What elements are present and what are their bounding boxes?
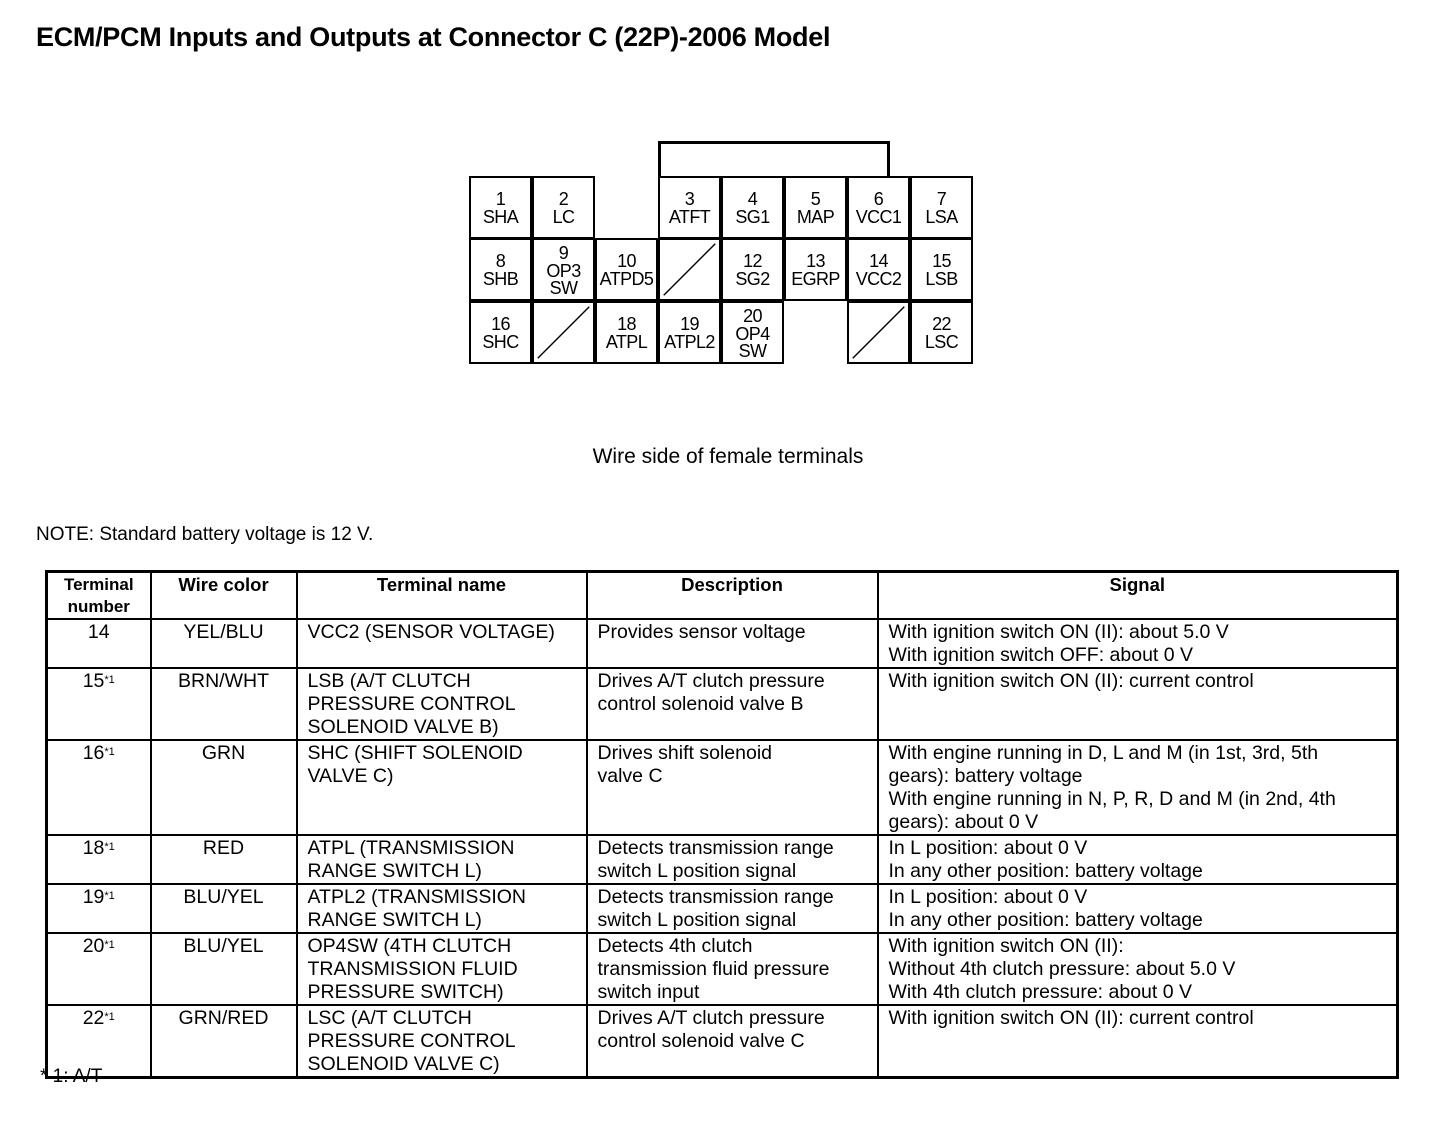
table-row [47,884,1398,933]
footnote-mark: *1 [104,1011,115,1023]
pin-number: 8 [495,251,506,271]
terminal-cell-21-unused [847,301,910,364]
description-cell: Detects transmission range switch L position signal [587,884,878,933]
pin-number: 15 [932,251,951,271]
pin-signal: LC [552,207,575,227]
terminal-cell-11-unused [658,238,721,301]
pin-signal: LSC [924,332,959,352]
terminal-cell-3 [658,176,721,239]
terminal-number-cell [47,933,151,1005]
signal-cell: With ignition switch ON (II): Without 4th clutch pressure: about 5.0 V With 4th clutch pressure: about 0 V [878,933,1398,1005]
terminal-number: 22 [82,1007,105,1029]
table-header-row [47,572,1398,620]
terminal-cell-18 [595,301,658,364]
terminal-cell-20 [721,301,784,364]
pin-signal: ATPL [605,332,648,352]
signal-cell: With ignition switch ON (II): about 5.0 V With ignition switch OFF: about 0 V [878,619,1398,668]
terminal-cell-5 [784,176,847,239]
terminal-number-cell [47,884,151,933]
unused-slash-icon [849,303,908,362]
terminal-cell-9 [532,238,595,301]
wire-color-cell: BLU/YEL [151,884,297,933]
signal-cell: In L position: about 0 V In any other position: battery voltage [878,835,1398,884]
description-cell: Drives A/T clutch pressure control solenoid valve C [587,1005,878,1078]
header-wire-color: Wire color [151,572,297,620]
terminal-number: 18 [82,837,105,859]
pin-signal: OP4 SW [735,323,770,361]
unused-slash-icon [534,303,593,362]
header-terminal-number: Terminal number [47,572,151,620]
footnote-mark: *1 [104,841,115,853]
terminal-cell-22 [910,301,973,364]
pin-number: 13 [806,251,825,271]
signal-cell: With ignition switch ON (II): current control [878,1005,1398,1078]
pin-number: 20 [743,305,762,326]
table-row [47,740,1398,835]
wire-color-cell: YEL/BLU [151,619,297,668]
pin-signal: VCC1 [855,207,902,227]
header-signal: Signal [878,572,1398,620]
pin-number: 6 [873,189,884,209]
terminal-cell-15 [910,238,973,301]
wire-color-cell: BLU/YEL [151,933,297,1005]
description-cell: Drives A/T clutch pressure control solenoid valve B [587,668,878,740]
pin-signal: EGRP [791,269,840,289]
pin-signal: SHC [482,332,519,352]
footnote: * 1: A/T [40,1066,103,1087]
signal-cell: In L position: about 0 V In any other position: battery voltage [878,884,1398,933]
connector-lock-tab [658,141,890,176]
pin-number: 2 [558,189,569,209]
pin-number: 22 [932,314,951,334]
terminal-name-cell: LSB (A/T CLUTCH PRESSURE CONTROL SOLENOID VALVE B) [297,668,587,740]
terminal-name-cell: LSC (A/T CLUTCH PRESSURE CONTROL SOLENOID VALVE C) [297,1005,587,1078]
wire-color-cell: GRN/RED [151,1005,297,1078]
connector-caption: Wire side of female terminals [592,445,864,468]
pin-number: 19 [680,314,699,334]
terminal-number-cell [47,619,151,668]
terminal-number: 14 [87,621,110,643]
terminal-cell-2 [532,176,595,239]
pin-signal: SG2 [735,269,770,289]
pin-signal: SG1 [735,207,770,227]
table-row [47,1005,1398,1078]
pin-number: 4 [747,189,758,209]
pin-signal: MAP [796,207,835,227]
battery-note: NOTE: Standard battery voltage is 12 V. [36,524,374,545]
signal-cell: With engine running in D, L and M (in 1st, 3rd, 5th gears): battery voltage With engine running in N, P, R, D and M (in 2nd, 4th gears): about 0 V [878,740,1398,835]
table-row [47,835,1398,884]
pin-signal: OP3 SW [546,260,581,298]
terminal-name-cell: ATPL (TRANSMISSION RANGE SWITCH L) [297,835,587,884]
terminal-cell-8 [469,238,532,301]
wire-color-cell: BRN/WHT [151,668,297,740]
footnote-mark: *1 [104,890,115,902]
terminal-cell-7 [910,176,973,239]
footnote-mark: *1 [104,939,115,951]
terminal-cell-10 [595,238,658,301]
pin-number: 5 [810,189,821,209]
table-row [47,619,1398,668]
terminal-cell-17-unused [532,301,595,364]
pin-number: 10 [617,251,636,271]
connector-diagram [469,141,976,366]
pin-signal: ATPD5 [599,269,654,289]
description-cell: Drives shift solenoid valve C [587,740,878,835]
signal-cell: With ignition switch ON (II): current control [878,668,1398,740]
pin-number: 9 [558,242,569,263]
pin-number: 18 [617,314,636,334]
wire-color-cell: RED [151,835,297,884]
terminal-cell-19 [658,301,721,364]
pin-number: 16 [491,314,510,334]
pin-number: 12 [743,251,762,271]
unused-slash-icon [660,240,719,299]
pin-signal: LSB [925,269,958,289]
pin-signal: VCC2 [855,269,902,289]
terminal-cell-4 [721,176,784,239]
pin-number: 7 [936,189,947,209]
pin-signal: ATFT [668,207,711,227]
terminal-number-cell [47,740,151,835]
table-row [47,933,1398,1005]
terminal-number: 16 [82,742,105,764]
footnote-mark: *1 [104,746,115,758]
description-cell: Provides sensor voltage [587,619,878,668]
terminal-name-cell: ATPL2 (TRANSMISSION RANGE SWITCH L) [297,884,587,933]
terminal-cell-14 [847,238,910,301]
terminal-cell-6 [847,176,910,239]
table-row [47,668,1398,740]
terminal-cell-13 [784,238,847,301]
page-title: ECM/PCM Inputs and Outputs at Connector C (22P)-2006 Model [36,22,831,52]
pin-number: 1 [495,189,506,209]
terminal-name-cell: OP4SW (4TH CLUTCH TRANSMISSION FLUID PRESSURE SWITCH) [297,933,587,1005]
header-description: Description [587,572,878,620]
terminal-name-cell: SHC (SHIFT SOLENOID VALVE C) [297,740,587,835]
terminal-cell-12 [721,238,784,301]
pin-signal: SHA [482,207,519,227]
header-terminal-name: Terminal name [297,572,587,620]
pin-signal: ATPL2 [664,332,715,352]
io-table [45,570,1399,1079]
terminal-number: 20 [82,935,105,957]
pin-number: 14 [869,251,888,271]
terminal-number: 19 [82,886,105,908]
terminal-cell-16 [469,301,532,364]
terminal-name-cell: VCC2 (SENSOR VOLTAGE) [297,619,587,668]
pin-signal: LSA [925,207,958,227]
terminal-cell-1 [469,176,532,239]
pin-signal: SHB [482,269,519,289]
pin-number: 3 [684,189,695,209]
wire-color-cell: GRN [151,740,297,835]
description-cell: Detects 4th clutch transmission fluid pressure switch input [587,933,878,1005]
terminal-number-cell [47,668,151,740]
footnote-mark: *1 [104,674,115,686]
terminal-number-cell [47,835,151,884]
description-cell: Detects transmission range switch L position signal [587,835,878,884]
terminal-number: 15 [82,670,105,692]
